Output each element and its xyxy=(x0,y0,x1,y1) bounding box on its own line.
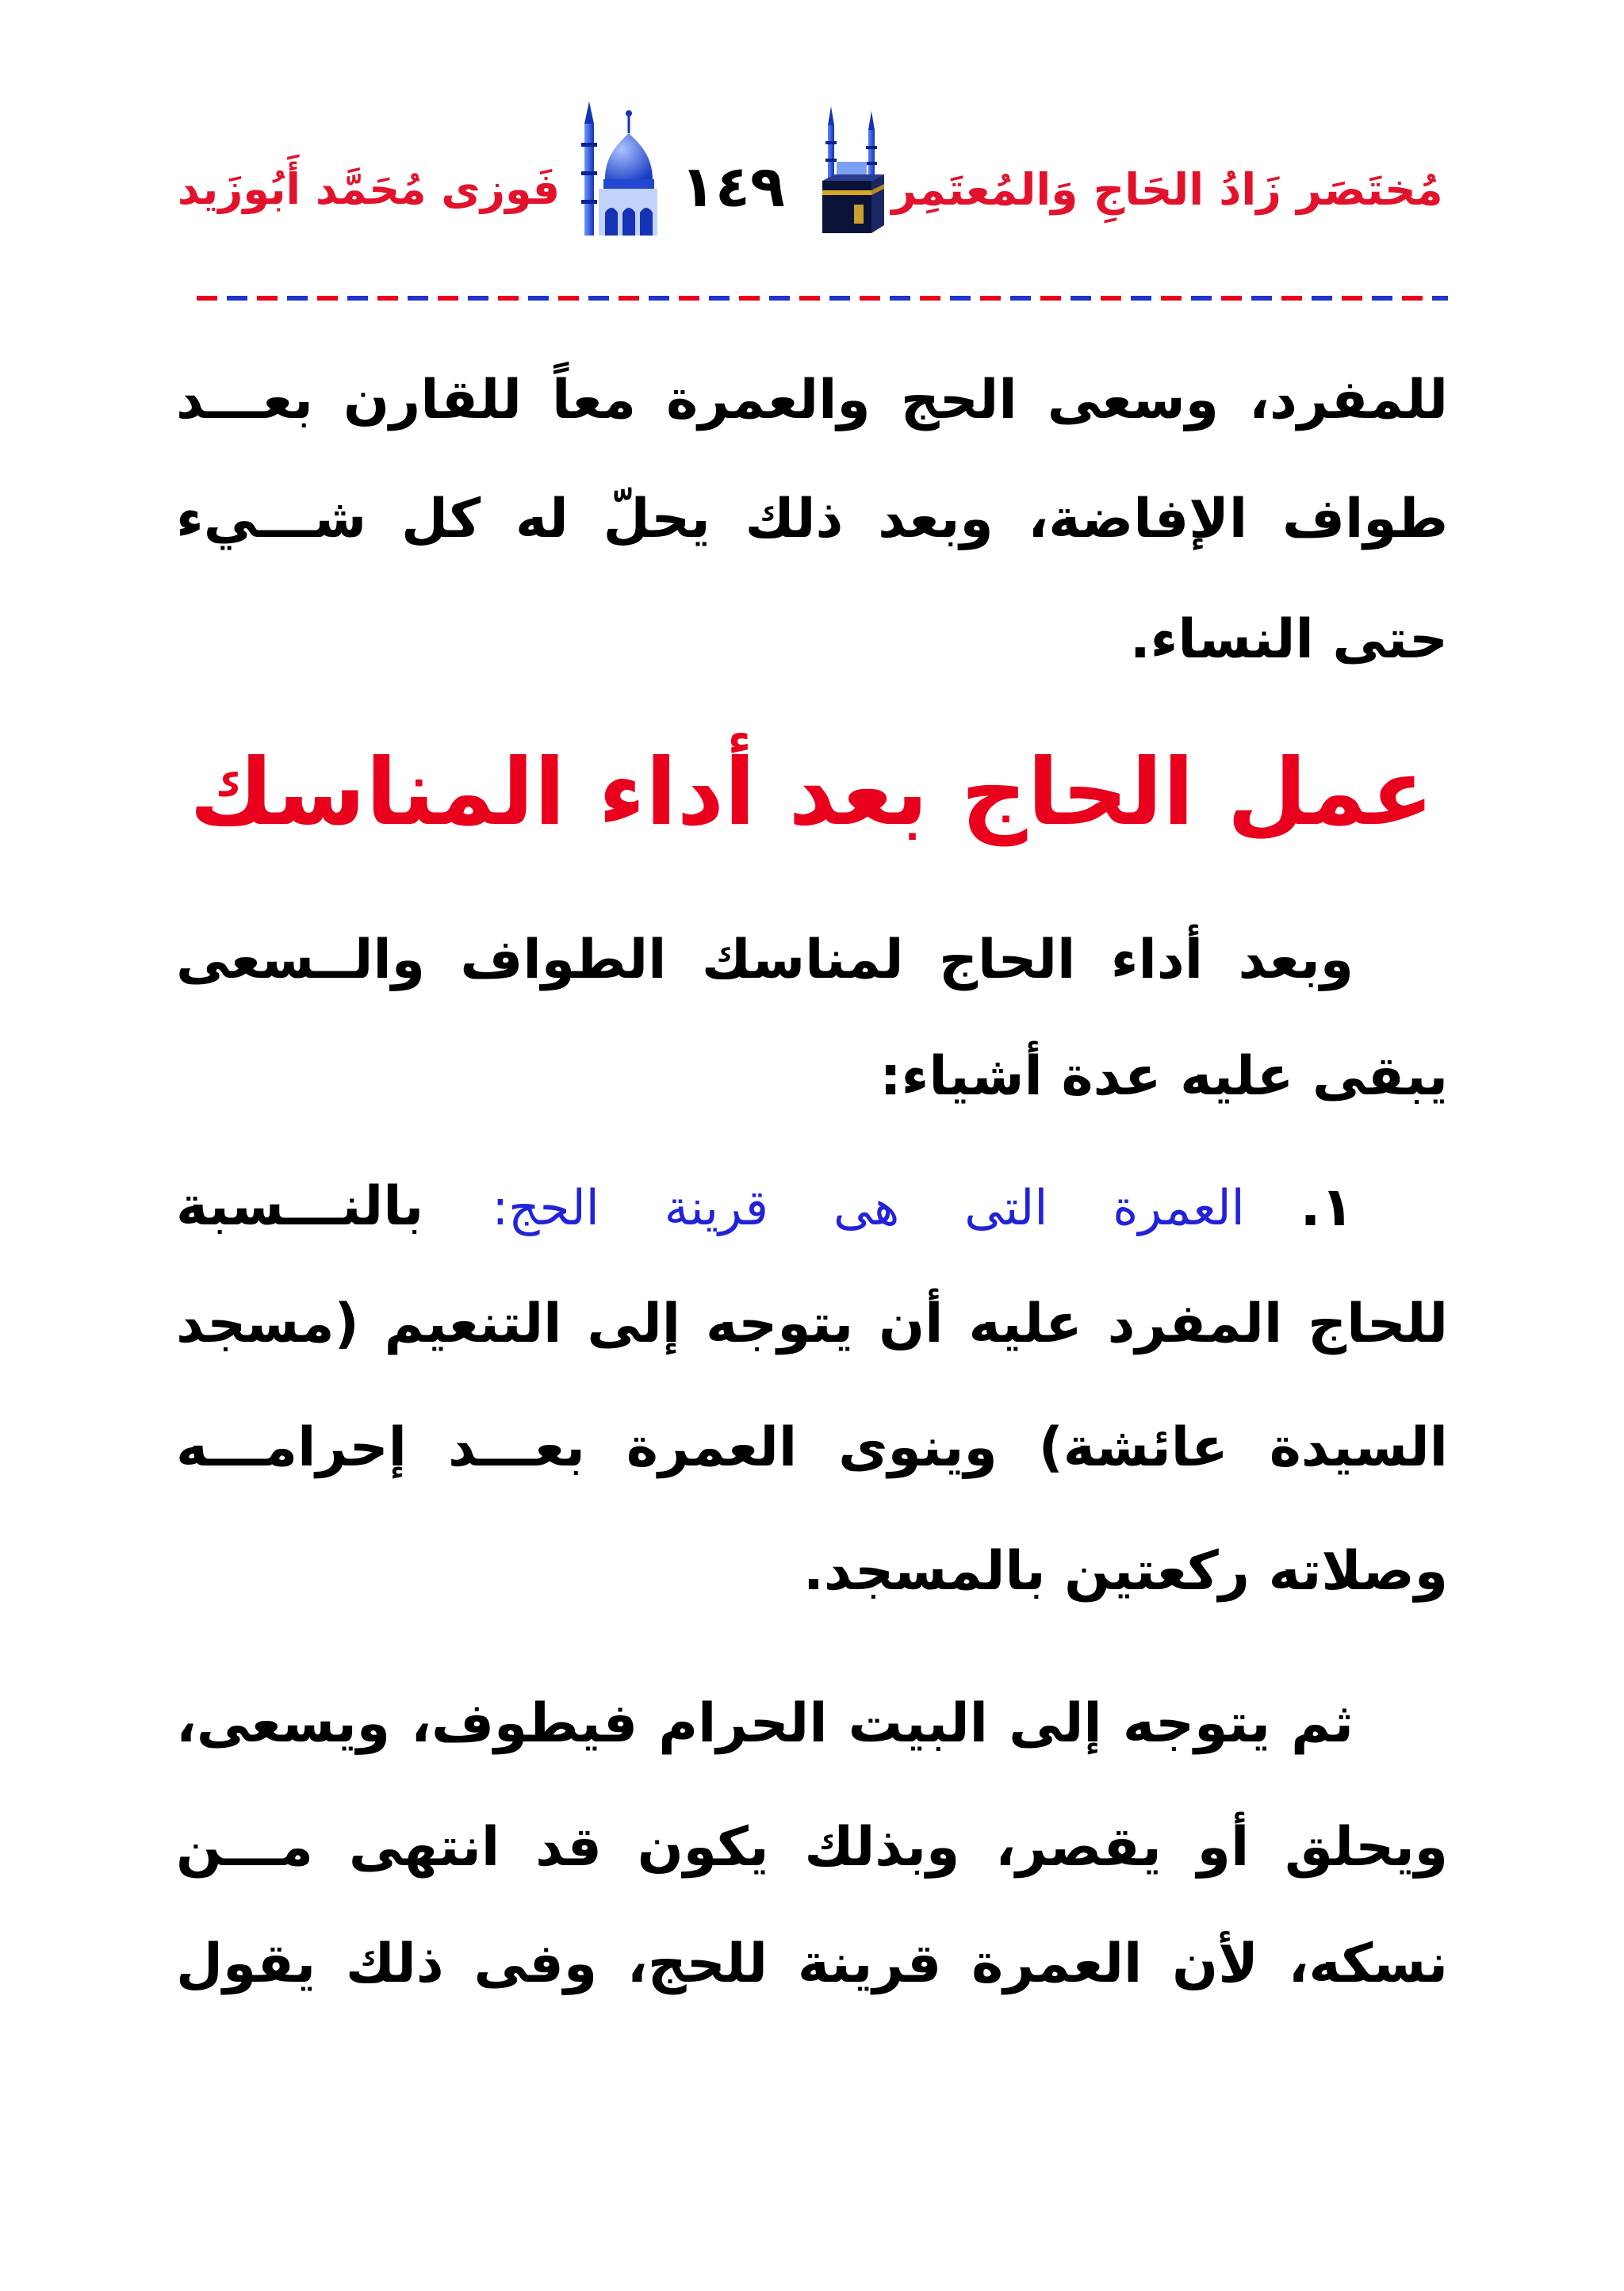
paragraph-2-line-1: وبعد أداء الحاج لمناسك الطواف والــسعى xyxy=(176,929,1354,991)
paragraph-1-line-1: للمفرد، وسعى الحج والعمرة معاً للقارن بعـــد xyxy=(176,369,1448,431)
paragraph-2-line-2: يبقى عليه عدة أشياء: xyxy=(879,1045,1448,1108)
paragraph-1-line-3: حتى النساء. xyxy=(1129,608,1448,671)
list-item-number: ١. xyxy=(1300,1176,1354,1239)
list-item-1-line-3: السيدة عائشة) وينوى العمرة بعـــد إحرامـــه xyxy=(176,1416,1448,1479)
list-item-1-first-line-text xyxy=(176,1148,1245,1267)
section-heading: عمل الحاج بعد أداء المناسك xyxy=(190,739,1434,846)
list-item-1-text-start: بالنـــسبة xyxy=(176,1175,424,1238)
paragraph-1-line-2: طواف الإفاضة، وبعد ذلك يحلّ له كل شـــيء xyxy=(176,488,1448,550)
book-title: مُختَصَر زَادُ الحَاجِ وَالمُعتَمِر xyxy=(891,164,1443,215)
list-item-1-first-line xyxy=(176,1148,1354,1267)
paragraph-3-line-1: ثم يتوجه إلى البيت الحرام فيطوف، ويسعى، xyxy=(176,1692,1354,1755)
author-name: فَوزى مُحَمَّد أَبُوزَيد xyxy=(177,164,561,214)
list-item-title: العمرة التى هى قرينة الحج: xyxy=(492,1180,1245,1236)
kaaba-icon xyxy=(818,106,887,236)
list-item-1-line-4: وصلاته ركعتين بالمسجد. xyxy=(802,1540,1448,1603)
mosque-icon xyxy=(572,102,657,236)
page-number: ١٤٩ xyxy=(680,153,785,220)
list-item-1-line-2: للحاج المفرد عليه أن يتوجه إلى التنعيم (مسجد xyxy=(176,1293,1448,1355)
paragraph-3-line-3: نسكه، لأن العمرة قرينة للحج، وفى ذلك يقول xyxy=(176,1933,1448,1995)
header-rule xyxy=(197,296,1448,301)
paragraph-3-line-2: ويحلق أو يقصر، وبذلك يكون قد انتهى مـــن xyxy=(176,1816,1448,1879)
